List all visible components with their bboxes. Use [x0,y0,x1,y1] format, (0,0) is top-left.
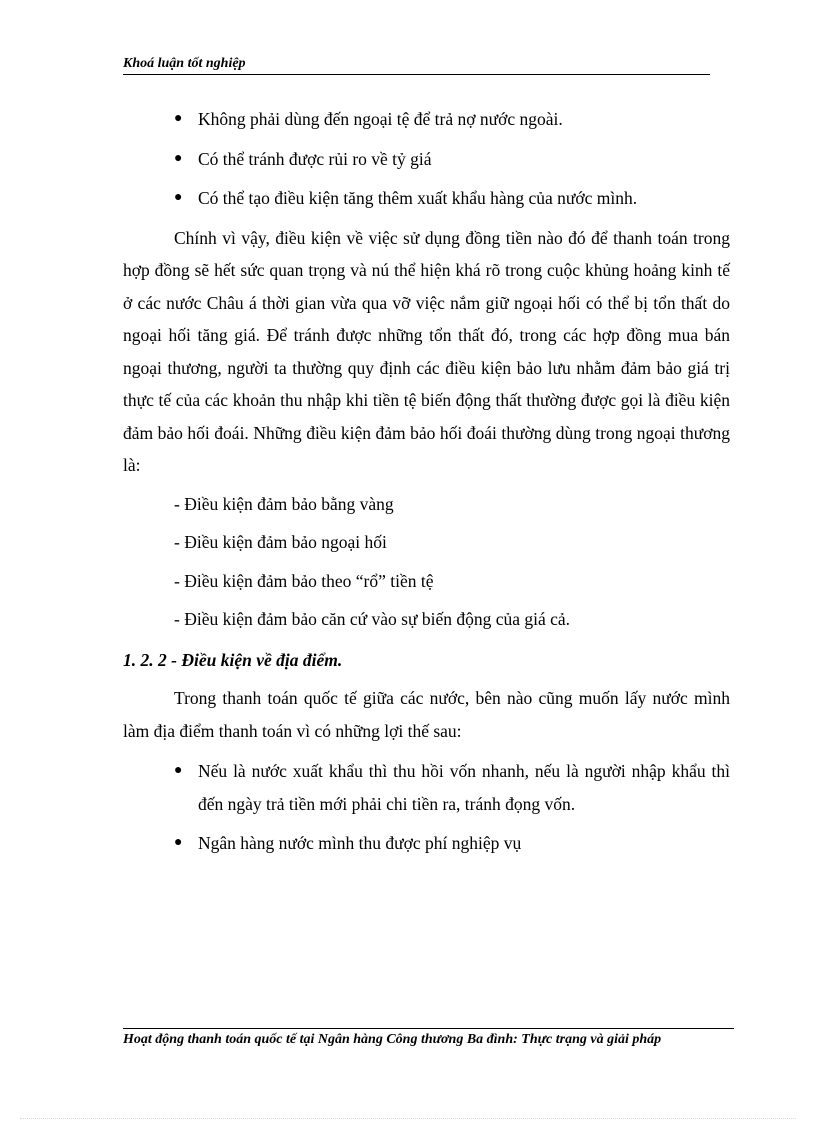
bullet-icon: ● [174,111,183,126]
list-item-text: Không phải dùng đến ngoại tệ để trả nợ nước ngoài. [198,109,563,129]
dash-item: - Điều kiện đảm bảo theo “rổ” tiền tệ [174,570,434,591]
bullet-list-top [123,103,730,215]
page-header: Khoá luận tốt nghiệp [123,56,710,75]
bullet-icon: ● [174,835,183,850]
paragraph-payment-location: Trong thanh toán quốc tế giữa các nước, bên nào cũng muốn lấy nước mình làm địa điểm thanh toán vì có những lợi thế sau: [123,688,730,741]
list-item-text: Có thể tránh được rủi ro về tỷ giá [198,148,432,169]
dash-item: - Điều kiện đảm bảo căn cứ vào sự biến động của giá cả. [174,609,571,629]
bullet-icon: ● [174,150,183,166]
bullet-icon: ● [174,190,183,205]
page-bottom-divider [20,1118,796,1119]
dash-item: - Điều kiện đảm bảo ngoại hối [174,532,387,552]
list-item [123,755,730,820]
list-item-text: Ngân hàng nước mình thu được phí nghiệp vụ [198,833,522,853]
page-footer: Hoạt động thanh toán quốc tế tại Ngân hàng Công thương Ba đình: Thực trạng và giải pháp [123,1028,734,1048]
list-item-text: Có thể tạo điều kiện tăng thêm xuất khẩu hàng của nước mình. [198,188,638,208]
list-item [123,103,730,136]
bullet-icon: ● [174,763,183,778]
paragraph-exchange-guarantee: Chính vì vậy, điều kiện về việc sử dụng đồng tiền nào đó để thanh toán trong hợp đồng sẽ hết sức quan trọng và nú thể hiện khá rõ trong cuộc khủng hoảng kinh tế ở các nước Châu á thời gian vừa qua vỡ việc nắm giữ ngoại hối có thể bị tổn thất do ngoại hối tăng giá. Để tránh được những tổn thất đó, trong các hợp đồng mua bán ngoại thương, người ta thường quy định các điều kiện bảo lưu nhằm đảm bảo giá trị thực tế của các khoản thu nhập khi tiền tệ biến động thất thường được gọi là điều kiện đảm bảo hối đoái. Những điều kiện đảm bảo hối đoái thường dùng trong ngoại thương là: [123,227,730,475]
list-item [123,827,730,860]
page-body [123,103,730,867]
bullet-list-bottom [123,755,730,860]
list-item-text: Nếu là nước xuất khẩu thì thu hồi vốn nhanh, nếu là người nhập khẩu thì đến ngày trả tiền mới phải chi tiền ra, tránh đọng vốn. [198,761,730,814]
list-item [123,143,730,176]
list-item [123,182,730,215]
dash-item: - Điều kiện đảm bảo bằng vàng [174,493,394,514]
section-heading: 1. 2. 2 - Điều kiện về địa điểm. [123,649,343,670]
